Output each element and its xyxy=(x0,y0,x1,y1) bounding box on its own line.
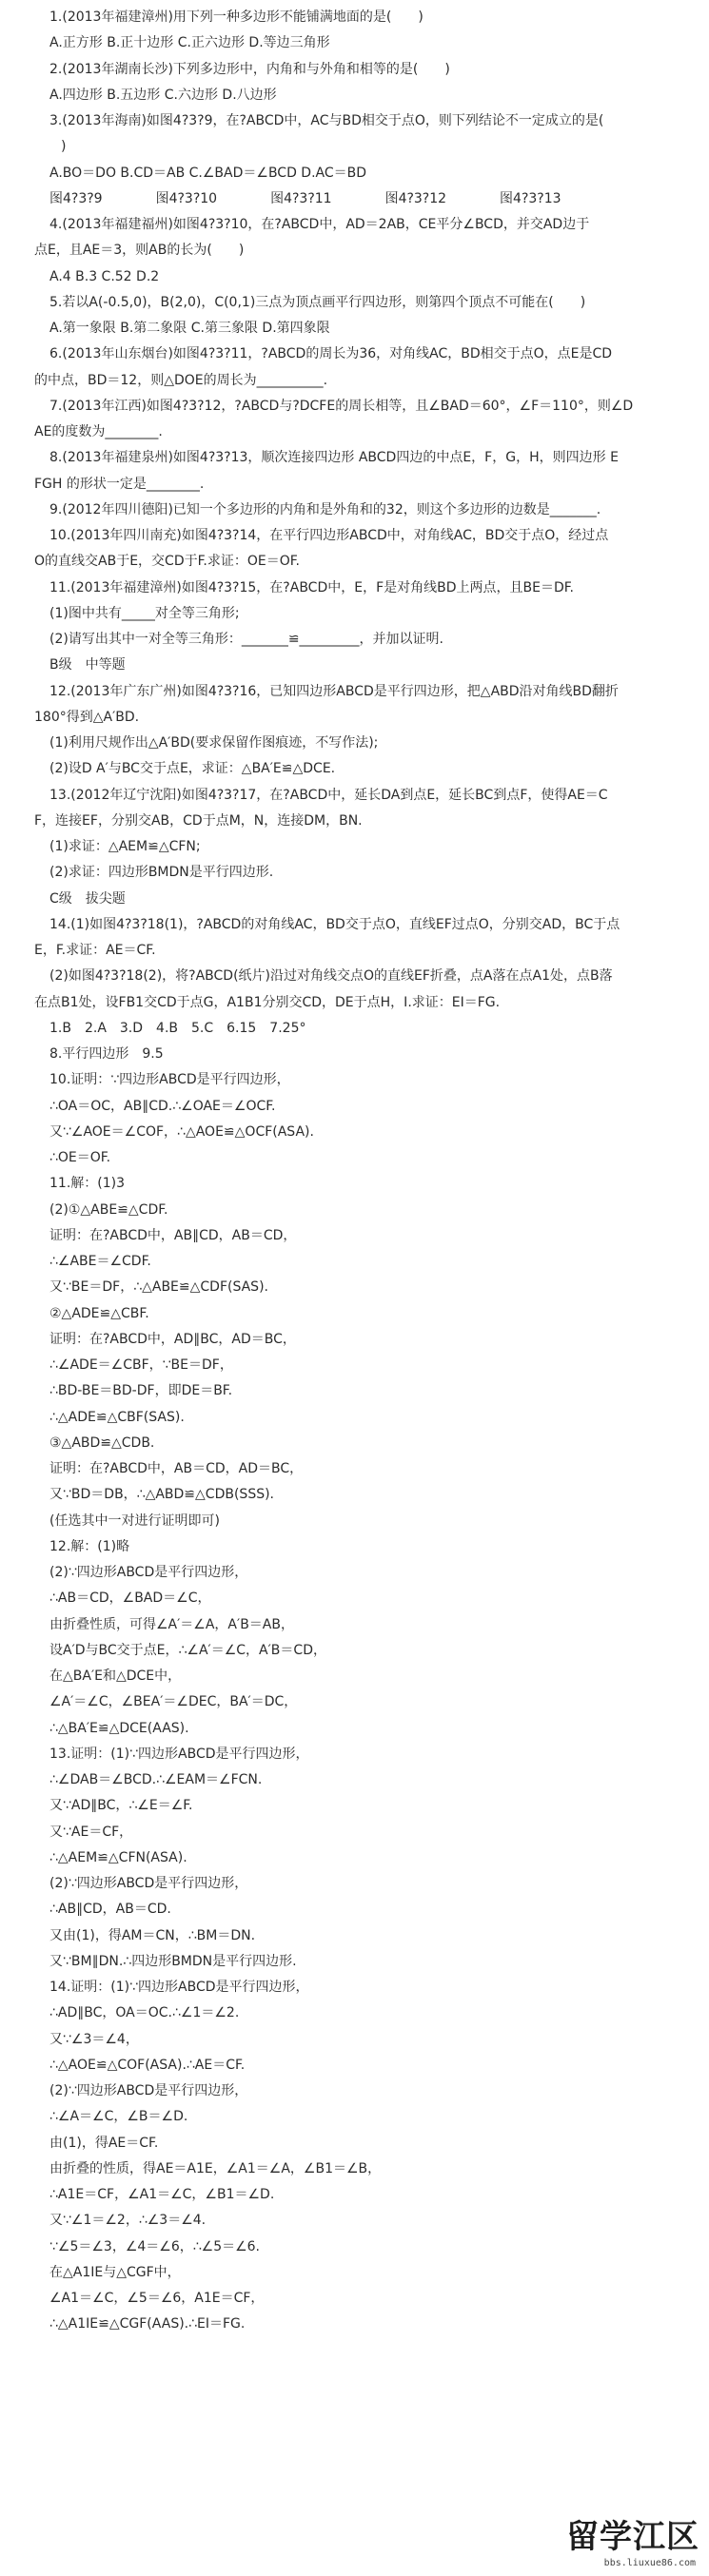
text-line: 的中点，BD＝12，则△DOE的周长为__________. xyxy=(34,372,328,388)
text-line: 8.(2013年福建泉州)如图4?3?13，顺次连接四边形 ABCD四边的中点E，F，G，H，则四边形 E xyxy=(49,450,619,466)
text-line: ∴∠ABE＝∠CDF. xyxy=(49,1254,151,1269)
text-line: 14.证明：(1)∵四边形ABCD是平行四边形， xyxy=(49,1980,309,1995)
text-line: 8.平行四边形 9.5 xyxy=(49,1046,164,1062)
text-line: 又∵BM∥DN.∴四边形BMDN是平行四边形. xyxy=(49,1953,297,1969)
text-line: (2)∵四边形ABCD是平行四边形， xyxy=(49,1565,248,1580)
text-line: 证明：在?ABCD中，AB∥CD，AB＝CD， xyxy=(49,1227,297,1243)
text-line: 14.(1)如图4?3?18(1)，?ABCD的对角线AC，BD交于点O，直线EF过点O，分别交AD，BC于点 xyxy=(49,916,620,932)
text-line: ∴AD∥BC，OA＝OC.∴∠1＝∠2. xyxy=(49,2005,240,2021)
text-line: ) xyxy=(34,139,67,155)
text-line: B级 中等题 xyxy=(49,657,126,673)
text-line: 证明：在?ABCD中，AD∥BC，AD＝BC， xyxy=(49,1331,296,1347)
text-line: ∴BD-BE＝BD-DF，即DE＝BF. xyxy=(49,1383,233,1399)
watermark-brand: 留学江区 xyxy=(566,2518,699,2556)
text-line: ∴OE＝OF. xyxy=(49,1150,111,1165)
text-line: 又∵AD∥BC，∴∠E＝∠F. xyxy=(49,1798,193,1814)
text-line: FGH 的形状一定是________. xyxy=(34,476,205,492)
text-line: 又∵BD＝DB，∴△ABD≌△CDB(SSS). xyxy=(49,1487,275,1503)
text-line: 点E，且AE＝3，则AB的长为( ) xyxy=(34,243,245,259)
text-line: A.四边形 B.五边形 C.六边形 D.八边形 xyxy=(49,87,277,103)
text-line: 13.证明：(1)∵四边形ABCD是平行四边形， xyxy=(49,1746,309,1762)
text-line: (2)求证：四边形BMDN是平行四边形. xyxy=(49,865,274,881)
text-line: 2.(2013年湖南长沙)下列多边形中，内角和与外角和相等的是( ) xyxy=(49,61,450,77)
text-line: ③△ABD≌△CDB. xyxy=(49,1434,155,1451)
text-line: (1)求证：△AEM≌△CFN; xyxy=(49,839,201,854)
text-line: 在点B1处，设FB1交CD于点G，A1B1分别交CD，DE于点H，I.求证：EI＝FG. xyxy=(34,994,501,1010)
text-line: 由折叠性质，可得∠A′＝∠A，A′B＝AB， xyxy=(49,1616,294,1632)
text-line: 又∵∠3＝∠4， xyxy=(49,2031,139,2047)
watermark-url: bbs.liuxue86.com xyxy=(603,2558,696,2568)
text-line: ∴△A1IE≌△CGF(AAS).∴EI＝FG. xyxy=(49,2316,246,2332)
text-line: ∴AB∥CD，AB＝CD. xyxy=(49,1902,171,1918)
text-line: (1)图中共有_____对全等三角形; xyxy=(49,605,240,621)
text-line: 10.证明：∵四边形ABCD是平行四边形， xyxy=(49,1072,290,1088)
text-line: 图4?3?9 图4?3?10 图4?3?11 图4?3?12 图4?3?13 xyxy=(49,190,561,206)
text-line: 又∵∠1＝∠2，∴∠3＝∠4. xyxy=(49,2213,207,2229)
text-line: 设A′D与BC交于点E，∴∠A′＝∠C，A′B＝CD， xyxy=(49,1642,326,1658)
text-line: 6.(2013年山东烟台)如图4?3?11，?ABCD的周长为36，对角线AC，BD相交于点O，点E是CD xyxy=(49,346,613,362)
text-line: ∴∠DAB＝∠BCD.∴∠EAM＝∠FCN. xyxy=(49,1772,263,1787)
text-line: AE的度数为________. xyxy=(34,424,163,439)
text-line: ∴△AEM≌△CFN(ASA). xyxy=(49,1849,187,1865)
text-line: 又由(1)，得AM＝CN，∴BM＝DN. xyxy=(49,1927,256,1943)
text-line: 13.(2012年辽宁沈阳)如图4?3?17，在?ABCD中，延长DA到点E，延长BC到点F，使得AE＝C xyxy=(49,787,608,803)
text-line: A.正方形 B.正十边形 C.正六边形 D.等边三角形 xyxy=(49,35,330,51)
text-line: 在△BA′E和△DCE中， xyxy=(49,1669,182,1684)
text-line: 5.若以A(-0.5,0)，B(2,0)，C(0,1)三点为顶点画平行四边形，则第四个顶点不可能在( ) xyxy=(49,294,586,310)
text-line: C级 拔尖题 xyxy=(49,890,126,907)
text-line: ∵∠5＝∠3，∠4＝∠6，∴∠5＝∠6. xyxy=(49,2238,261,2254)
text-line: 由折叠的性质，得AE＝A1E，∠A1＝∠A，∠B1＝∠B， xyxy=(49,2160,382,2176)
text-line: 又∵BE＝DF，∴△ABE≌△CDF(SAS). xyxy=(49,1279,268,1296)
text-line: ∠A′＝∠C，∠BEA′＝∠DEC，BA′＝DC， xyxy=(49,1694,298,1710)
text-line: 12.(2013年广东广州)如图4?3?16，已知四边形ABCD是平行四边形，把△ABD沿对角线BD翻折 xyxy=(49,683,619,699)
text-line: 由(1)，得AE＝CF. xyxy=(49,2135,159,2151)
text-line: E，F.求证：AE＝CF. xyxy=(34,943,156,958)
text-line: 11.解：(1)3 xyxy=(49,1176,126,1192)
text-line: F，连接EF，分别交AB，CD于点M，N，连接DM，BN. xyxy=(34,812,363,829)
text-line: 在△A1IE与△CGF中， xyxy=(49,2264,181,2280)
text-line: (2)设D A′与BC交于点E，求证：△BA′E≌△DCE. xyxy=(49,761,336,777)
text-line: 证明：在?ABCD中，AB＝CD，AD＝BC， xyxy=(49,1461,304,1476)
site-watermark-logo xyxy=(538,2519,699,2568)
text-line: 180°得到△A′BD. xyxy=(34,709,140,725)
text-line: ∴∠ADE＝∠CBF，∵BE＝DF， xyxy=(49,1357,233,1373)
text-line: ∴AB＝CD，∠BAD＝∠C， xyxy=(49,1590,211,1607)
text-line: A.第一象限 B.第二象限 C.第三象限 D.第四象限 xyxy=(49,321,330,336)
text-line: A.4 B.3 C.52 D.2 xyxy=(49,268,160,284)
text-line: 7.(2013年江西)如图4?3?12，?ABCD与?DCFE的周长相等，且∠BAD＝60°，∠F＝110°，则∠D xyxy=(49,398,634,414)
text-line: 10.(2013年四川南充)如图4?3?14，在平行四边形ABCD中，对角线AC，BD交于点O，经过点 xyxy=(49,528,609,543)
text-line: ∴OA＝OC，AB∥CD.∴∠OAE＝∠OCF. xyxy=(49,1098,276,1114)
text-line: (2)①△ABE≌△CDF. xyxy=(49,1201,168,1218)
text-line: O的直线交AB于E，交CD于F.求证：OE＝OF. xyxy=(34,554,300,570)
text-line: (2)如图4?3?18(2)，将?ABCD(纸片)沿过对角线交点O的直线EF折叠，点A落在点A1处，点B落 xyxy=(49,968,613,985)
text-line: ∴△BA′E≌△DCE(AAS). xyxy=(49,1720,189,1736)
text-line: 4.(2013年福建福州)如图4?3?10，在?ABCD中，AD＝2AB，CE平分∠BCD，并交AD边于 xyxy=(49,217,590,232)
text-line: 1.B 2.A 3.D 4.B 5.C 6.15 7.25° xyxy=(49,1020,306,1036)
text-line: 又∵∠AOE＝∠COF，∴△AOE≌△OCF(ASA). xyxy=(49,1123,314,1140)
text-line: 1.(2013年福建漳州)用下列一种多边形不能铺满地面的是( ) xyxy=(49,10,423,25)
text-line: (2)请写出其中一对全等三角形：_______≌_________，并加以证明. xyxy=(49,632,444,647)
text-line: (任选其中一对进行证明即可) xyxy=(49,1512,220,1529)
text-line: ∴△AOE≌△COF(ASA).∴AE＝CF. xyxy=(49,2057,246,2073)
text-line: ②△ADE≌△CBF. xyxy=(49,1305,149,1321)
text-line: A.BO＝DO B.CD＝AB C.∠BAD＝∠BCD D.AC＝BD xyxy=(49,165,367,181)
text-line: ∴A1E＝CF，∠A1＝∠C，∠B1＝∠D. xyxy=(49,2187,275,2202)
text-line: ∴△ADE≌△CBF(SAS). xyxy=(49,1409,185,1425)
text-line: 3.(2013年海南)如图4?3?9，在?ABCD中，AC与BD相交于点O，则下列结论不一定成立的是( xyxy=(49,113,604,128)
document-body xyxy=(0,8,709,2341)
text-line: (2)∵四边形ABCD是平行四边形， xyxy=(49,1876,248,1891)
text-line: ∠A1＝∠C，∠5＝∠6，A1E＝CF， xyxy=(49,2291,265,2306)
text-line: (1)利用尺规作出△A′BD(要求保留作图痕迹，不写作法); xyxy=(49,735,379,751)
text-line: (2)∵四边形ABCD是平行四边形， xyxy=(49,2083,248,2098)
text-line: 11.(2013年福建漳州)如图4?3?15，在?ABCD中，E，F是对角线BD上两点，且BE＝DF. xyxy=(49,579,574,595)
text-line: 又∵AE＝CF， xyxy=(49,1824,133,1840)
text-line: 9.(2012年四川德阳)已知一个多边形的内角和是外角和的32，则这个多边形的边数是_______. xyxy=(49,501,601,517)
text-line: 12.解：(1)略 xyxy=(49,1538,130,1554)
text-line: ∴∠A＝∠C，∠B＝∠D. xyxy=(49,2109,188,2125)
